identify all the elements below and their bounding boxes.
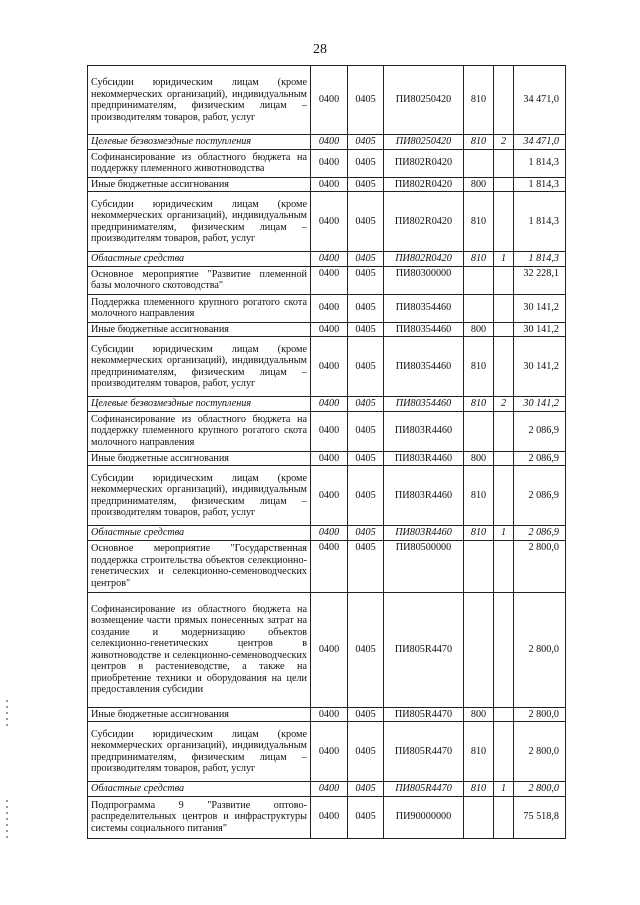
amount-cell: 30 141,2 xyxy=(514,322,566,337)
subsection-code-cell: 0405 xyxy=(348,66,384,135)
funding-source-cell xyxy=(494,411,514,451)
subsection-code-cell: 0405 xyxy=(348,252,384,267)
section-code-cell: 0400 xyxy=(311,149,348,177)
table-row xyxy=(88,337,566,397)
amount-cell: 2 086,9 xyxy=(514,466,566,526)
amount-cell: 2 086,9 xyxy=(514,451,566,466)
subsection-code-cell: 0405 xyxy=(348,707,384,722)
expense-type-cell: 800 xyxy=(464,322,494,337)
amount-cell: 30 141,2 xyxy=(514,337,566,397)
expense-type-cell: 800 xyxy=(464,451,494,466)
expense-type-cell xyxy=(464,540,494,592)
expense-type-cell: 810 xyxy=(464,135,494,150)
table-row xyxy=(88,451,566,466)
expense-type-cell xyxy=(464,592,494,707)
target-article-cell: ПИ802R0420 xyxy=(384,252,464,267)
expense-type-cell xyxy=(464,266,494,294)
section-code-cell: 0400 xyxy=(311,294,348,322)
section-code-cell: 0400 xyxy=(311,266,348,294)
subsection-code-cell: 0405 xyxy=(348,337,384,397)
amount-cell: 75 518,8 xyxy=(514,796,566,838)
subsection-code-cell: 0405 xyxy=(348,592,384,707)
row-name-cell: Подпрограмма 9 "Развитие оптово-распределительных центров и инфраструктуры системы социального питания" xyxy=(88,796,311,838)
row-name-cell: Иные бюджетные ассигнования xyxy=(88,451,311,466)
table-row xyxy=(88,177,566,192)
page-number: 28 xyxy=(313,42,327,57)
amount-cell: 32 228,1 xyxy=(514,266,566,294)
target-article-cell: ПИ80250420 xyxy=(384,135,464,150)
amount-cell: 2 800,0 xyxy=(514,722,566,782)
table-row xyxy=(88,266,566,294)
row-name-cell: Основное мероприятие "Государственная поддержка строительства объектов селекционно-генетических и селекционно-семеноводческих центров" xyxy=(88,540,311,592)
row-name-cell: Поддержка племенного крупного рогатого скота молочного направления xyxy=(88,294,311,322)
target-article-cell: ПИ802R0420 xyxy=(384,192,464,252)
funding-source-cell: 1 xyxy=(494,252,514,267)
expense-type-cell: 810 xyxy=(464,466,494,526)
subsection-code-cell: 0405 xyxy=(348,722,384,782)
row-name-cell: Областные средства xyxy=(88,526,311,541)
row-name-cell: Софинансирование из областного бюджета на возмещение части прямых понесенных затрат на создание и модернизацию объектов селекционно-генетических центров в животноводстве и селекционно-семеноводческих центров в растениеводстве, а также на приобретение техники и оборудования на цели предоставления субсидии xyxy=(88,592,311,707)
amount-cell: 2 086,9 xyxy=(514,411,566,451)
subsection-code-cell: 0405 xyxy=(348,411,384,451)
target-article-cell: ПИ80354460 xyxy=(384,397,464,412)
scan-artifact xyxy=(6,700,8,730)
table-row xyxy=(88,66,566,135)
table-row xyxy=(88,252,566,267)
funding-source-cell xyxy=(494,322,514,337)
target-article-cell: ПИ803R4460 xyxy=(384,466,464,526)
subsection-code-cell: 0405 xyxy=(348,294,384,322)
funding-source-cell xyxy=(494,192,514,252)
expense-type-cell: 810 xyxy=(464,397,494,412)
table-row xyxy=(88,294,566,322)
subsection-code-cell: 0405 xyxy=(348,526,384,541)
section-code-cell: 0400 xyxy=(311,707,348,722)
row-name-cell: Софинансирование из областного бюджета на поддержку племенного животноводства xyxy=(88,149,311,177)
target-article-cell: ПИ803R4460 xyxy=(384,526,464,541)
table-row xyxy=(88,411,566,451)
section-code-cell: 0400 xyxy=(311,337,348,397)
table-row xyxy=(88,397,566,412)
funding-source-cell xyxy=(494,451,514,466)
funding-source-cell xyxy=(494,540,514,592)
subsection-code-cell: 0405 xyxy=(348,135,384,150)
target-article-cell: ПИ80250420 xyxy=(384,66,464,135)
row-name-cell: Целевые безвозмездные поступления xyxy=(88,397,311,412)
target-article-cell: ПИ90000000 xyxy=(384,796,464,838)
funding-source-cell xyxy=(494,149,514,177)
amount-cell: 34 471,0 xyxy=(514,135,566,150)
target-article-cell: ПИ805R4470 xyxy=(384,782,464,797)
expense-type-cell: 800 xyxy=(464,707,494,722)
subsection-code-cell: 0405 xyxy=(348,540,384,592)
row-name-cell: Субсидии юридическим лицам (кроме некоммерческих организаций), индивидуальным предпринимателям, физическим лицам – производителям товаров, работ, услуг xyxy=(88,466,311,526)
table-row xyxy=(88,707,566,722)
section-code-cell: 0400 xyxy=(311,252,348,267)
amount-cell: 1 814,3 xyxy=(514,192,566,252)
section-code-cell: 0400 xyxy=(311,722,348,782)
row-name-cell: Субсидии юридическим лицам (кроме некоммерческих организаций), индивидуальным предпринимателям, физическим лицам – производителям товаров, работ, услуг xyxy=(88,192,311,252)
scan-artifact xyxy=(6,800,8,840)
expense-type-cell xyxy=(464,411,494,451)
funding-source-cell: 1 xyxy=(494,782,514,797)
amount-cell: 30 141,2 xyxy=(514,294,566,322)
expense-type-cell: 810 xyxy=(464,722,494,782)
subsection-code-cell: 0405 xyxy=(348,451,384,466)
table-row xyxy=(88,192,566,252)
funding-source-cell xyxy=(494,796,514,838)
table-row xyxy=(88,592,566,707)
table-row xyxy=(88,466,566,526)
amount-cell: 2 800,0 xyxy=(514,707,566,722)
target-article-cell: ПИ803R4460 xyxy=(384,451,464,466)
amount-cell: 1 814,3 xyxy=(514,149,566,177)
section-code-cell: 0400 xyxy=(311,66,348,135)
expense-type-cell: 810 xyxy=(464,526,494,541)
amount-cell: 34 471,0 xyxy=(514,66,566,135)
section-code-cell: 0400 xyxy=(311,526,348,541)
section-code-cell: 0400 xyxy=(311,397,348,412)
amount-cell: 2 800,0 xyxy=(514,782,566,797)
funding-source-cell: 2 xyxy=(494,397,514,412)
target-article-cell: ПИ805R4470 xyxy=(384,722,464,782)
expense-type-cell: 810 xyxy=(464,252,494,267)
section-code-cell: 0400 xyxy=(311,451,348,466)
target-article-cell: ПИ80354460 xyxy=(384,294,464,322)
table-row xyxy=(88,722,566,782)
row-name-cell: Иные бюджетные ассигнования xyxy=(88,707,311,722)
expense-type-cell: 810 xyxy=(464,66,494,135)
subsection-code-cell: 0405 xyxy=(348,796,384,838)
row-name-cell: Основное мероприятие "Развитие племенной базы молочного скотоводства" xyxy=(88,266,311,294)
row-name-cell: Иные бюджетные ассигнования xyxy=(88,177,311,192)
target-article-cell: ПИ802R0420 xyxy=(384,177,464,192)
table-row xyxy=(88,135,566,150)
funding-source-cell xyxy=(494,722,514,782)
funding-source-cell xyxy=(494,294,514,322)
funding-source-cell xyxy=(494,707,514,722)
subsection-code-cell: 0405 xyxy=(348,397,384,412)
section-code-cell: 0400 xyxy=(311,796,348,838)
section-code-cell: 0400 xyxy=(311,592,348,707)
funding-source-cell xyxy=(494,266,514,294)
table-body xyxy=(88,66,566,839)
row-name-cell: Областные средства xyxy=(88,252,311,267)
amount-cell: 2 800,0 xyxy=(514,592,566,707)
funding-source-cell xyxy=(494,592,514,707)
subsection-code-cell: 0405 xyxy=(348,322,384,337)
row-name-cell: Целевые безвозмездные поступления xyxy=(88,135,311,150)
target-article-cell: ПИ80500000 xyxy=(384,540,464,592)
expense-type-cell xyxy=(464,294,494,322)
amount-cell: 1 814,3 xyxy=(514,177,566,192)
funding-source-cell: 1 xyxy=(494,526,514,541)
target-article-cell: ПИ802R0420 xyxy=(384,149,464,177)
target-article-cell: ПИ80354460 xyxy=(384,337,464,397)
subsection-code-cell: 0405 xyxy=(348,192,384,252)
row-name-cell: Иные бюджетные ассигнования xyxy=(88,322,311,337)
funding-source-cell xyxy=(494,66,514,135)
row-name-cell: Областные средства xyxy=(88,782,311,797)
table-row xyxy=(88,796,566,838)
row-name-cell: Субсидии юридическим лицам (кроме некоммерческих организаций), индивидуальным предпринимателям, физическим лицам – производителям товаров, работ, услуг xyxy=(88,66,311,135)
table-row xyxy=(88,526,566,541)
row-name-cell: Софинансирование из областного бюджета на поддержку племенного крупного рогатого скота молочного направления xyxy=(88,411,311,451)
section-code-cell: 0400 xyxy=(311,540,348,592)
target-article-cell: ПИ805R4470 xyxy=(384,707,464,722)
budget-table xyxy=(87,65,566,839)
target-article-cell: ПИ805R4470 xyxy=(384,592,464,707)
table-row xyxy=(88,540,566,592)
subsection-code-cell: 0405 xyxy=(348,466,384,526)
section-code-cell: 0400 xyxy=(311,782,348,797)
expense-type-cell: 810 xyxy=(464,782,494,797)
row-name-cell: Субсидии юридическим лицам (кроме некоммерческих организаций), индивидуальным предпринимателям, физическим лицам – производителям товаров, работ, услуг xyxy=(88,722,311,782)
section-code-cell: 0400 xyxy=(311,135,348,150)
subsection-code-cell: 0405 xyxy=(348,782,384,797)
funding-source-cell xyxy=(494,466,514,526)
target-article-cell: ПИ80354460 xyxy=(384,322,464,337)
expense-type-cell xyxy=(464,796,494,838)
table-row xyxy=(88,149,566,177)
section-code-cell: 0400 xyxy=(311,177,348,192)
section-code-cell: 0400 xyxy=(311,466,348,526)
expense-type-cell xyxy=(464,149,494,177)
row-name-cell: Субсидии юридическим лицам (кроме некоммерческих организаций), индивидуальным предпринимателям, физическим лицам – производителям товаров, работ, услуг xyxy=(88,337,311,397)
table-row xyxy=(88,322,566,337)
funding-source-cell: 2 xyxy=(494,135,514,150)
expense-type-cell: 810 xyxy=(464,337,494,397)
amount-cell: 30 141,2 xyxy=(514,397,566,412)
target-article-cell: ПИ80300000 xyxy=(384,266,464,294)
amount-cell: 2 800,0 xyxy=(514,540,566,592)
funding-source-cell xyxy=(494,177,514,192)
expense-type-cell: 800 xyxy=(464,177,494,192)
funding-source-cell xyxy=(494,337,514,397)
amount-cell: 1 814,3 xyxy=(514,252,566,267)
table-row xyxy=(88,782,566,797)
amount-cell: 2 086,9 xyxy=(514,526,566,541)
target-article-cell: ПИ803R4460 xyxy=(384,411,464,451)
expense-type-cell: 810 xyxy=(464,192,494,252)
subsection-code-cell: 0405 xyxy=(348,149,384,177)
subsection-code-cell: 0405 xyxy=(348,266,384,294)
section-code-cell: 0400 xyxy=(311,192,348,252)
section-code-cell: 0400 xyxy=(311,411,348,451)
section-code-cell: 0400 xyxy=(311,322,348,337)
subsection-code-cell: 0405 xyxy=(348,177,384,192)
